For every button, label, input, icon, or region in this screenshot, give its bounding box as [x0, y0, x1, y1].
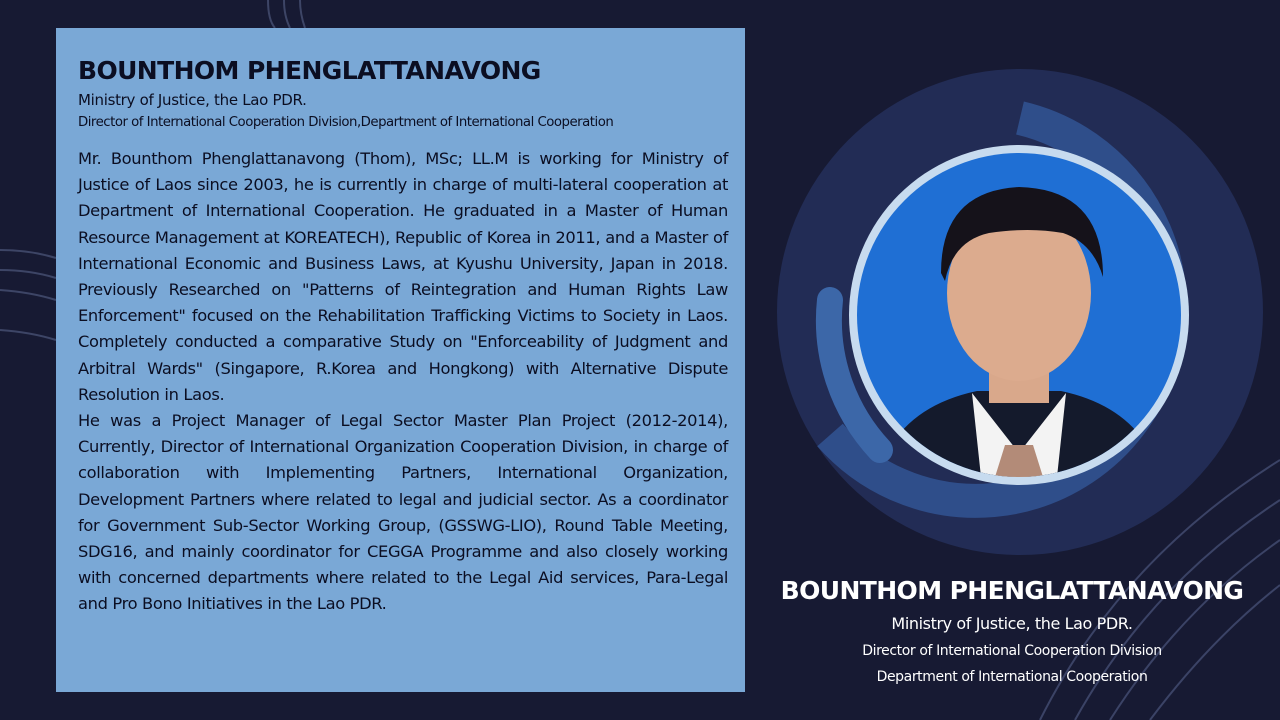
caption-title: Director of International Cooperation Division	[862, 643, 1162, 659]
caption-department: Department of International Cooperation	[876, 669, 1148, 685]
top-arcs-decoration	[268, 0, 305, 28]
speaker-name: BOUNTHOM PHENGLATTANAVONG	[78, 56, 541, 85]
bio-card	[56, 28, 745, 692]
speaker-ministry: Ministry of Justice, the Lao PDR.	[78, 91, 307, 109]
bio-paragraph: Mr. Bounthom Phenglattanavong (Thom), MSc; LL.M is working for Ministry of Justice of Laos since 2003, he is currently in charge of multi-lateral cooperation at Department of International Cooperation. He graduated in a Master of Human Resource Management at KOREATECH), Republic of Korea in 2011, and a Master of International Economic and Business Laws, at Kyushu University, Japan in 2018. Previously Researched on "Patterns of Reintegration and Human Rights Law Enforcement" focused on the Rehabilitation Trafficking Victims to Society in Laos. Completely conducted a comparative Study on "Enforceability of Judgment and Arbitral Wards" (Singapore, R.Korea and Hongkong) with Alternative Dispute Resolution in Laos.	[78, 149, 728, 404]
speaker-title: Director of International Cooperation Division,Department of International Cooperation	[78, 115, 614, 130]
caption-name: BOUNTHOM PHENGLATTANAVONG	[780, 576, 1244, 605]
name-caption	[762, 573, 1262, 690]
speaker-portrait	[857, 153, 1181, 477]
left-arcs-decoration	[0, 250, 56, 340]
caption-ministry: Ministry of Justice, the Lao PDR.	[891, 614, 1133, 633]
bio-paragraph: He was a Project Manager of Legal Sector Master Plan Project (2012-2014), Currently, Director of International Organization Cooperation Division, in charge of collaboration with Implementing Partners, International Organization, Development Partners where related to legal and judicial sector. As a coordinator for Government Sub-Sector Working Group, (GSSWG-LIO), Round Table Meeting, SDG16, and mainly coordinator for CEGGA Programme and also closely working with concerned departments where related to the Legal Aid services, Para-Legal and Pro Bono Initiatives in the Lao PDR.	[78, 411, 728, 614]
speaker-bio	[78, 146, 728, 618]
